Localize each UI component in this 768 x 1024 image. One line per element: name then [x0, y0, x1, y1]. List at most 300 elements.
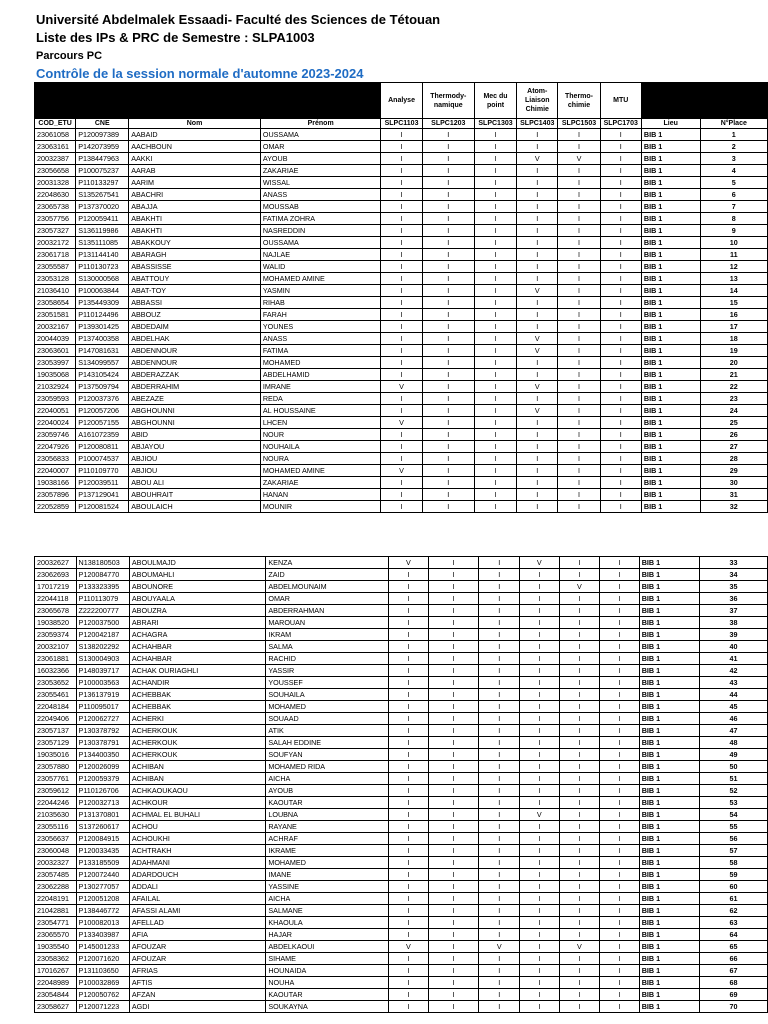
- cell-module: I: [520, 737, 560, 749]
- cell-module: I: [474, 489, 516, 501]
- cell-module: I: [558, 213, 600, 225]
- table-row: [35, 177, 768, 189]
- cell-place: 6: [700, 189, 767, 201]
- cell-module: I: [381, 441, 422, 453]
- cell-module: I: [600, 417, 641, 429]
- cell-nom: ABAKHTI: [129, 213, 261, 225]
- cell-module: I: [381, 213, 422, 225]
- cell-module: I: [474, 477, 516, 489]
- cell-cne: P142073959: [76, 141, 129, 153]
- cell-cne: P133403987: [76, 929, 129, 941]
- cell-module: I: [428, 965, 479, 977]
- table-row: [35, 821, 768, 833]
- table-row: [35, 605, 768, 617]
- cell-lieu: BIB 1: [641, 177, 700, 189]
- cell-place: 40: [699, 641, 767, 653]
- table-row: [35, 761, 768, 773]
- cell-cod-etu: 23055587: [35, 261, 76, 273]
- cell-module: I: [558, 141, 600, 153]
- cell-lieu: BIB 1: [641, 141, 700, 153]
- cell-module: I: [517, 441, 558, 453]
- cell-cne: P131370801: [76, 809, 129, 821]
- cell-module: I: [389, 749, 429, 761]
- table-row: [35, 345, 768, 357]
- cell-module: I: [517, 165, 558, 177]
- table-row: [35, 701, 768, 713]
- cell-nom: ABDERRAHIM: [129, 381, 261, 393]
- table-row: [35, 581, 768, 593]
- cell-module: I: [559, 905, 600, 917]
- cell-module: V: [517, 333, 558, 345]
- cell-module: I: [389, 797, 429, 809]
- cell-cod-etu: 20032107: [35, 641, 77, 653]
- cell-cne: P120051208: [76, 893, 129, 905]
- cell-module: I: [558, 441, 600, 453]
- cell-module: I: [600, 501, 641, 513]
- cell-place: 30: [700, 477, 767, 489]
- cell-module: V: [520, 809, 560, 821]
- cell-module: I: [520, 617, 560, 629]
- cell-nom: AFTIS: [129, 977, 265, 989]
- cell-module: I: [389, 569, 429, 581]
- cell-module: I: [428, 821, 479, 833]
- cell-module: I: [559, 833, 600, 845]
- cell-module: I: [558, 201, 600, 213]
- cell-module: I: [389, 641, 429, 653]
- cell-module: I: [428, 581, 479, 593]
- cell-place: 60: [699, 881, 767, 893]
- cell-module: I: [520, 629, 560, 641]
- cell-nom: ADAHMANI: [129, 857, 265, 869]
- cell-cne: P110095017: [76, 701, 129, 713]
- cell-module: I: [428, 665, 479, 677]
- cell-nom: ACHMAL EL BUHALI: [129, 809, 265, 821]
- cell-place: 59: [699, 869, 767, 881]
- cell-module: I: [600, 237, 641, 249]
- cell-module: I: [520, 869, 560, 881]
- cell-module: I: [520, 605, 560, 617]
- cell-module: I: [422, 501, 474, 513]
- cell-module: I: [389, 785, 429, 797]
- cell-module: I: [600, 309, 641, 321]
- cell-cod-etu: 23059612: [35, 785, 77, 797]
- cell-module: I: [474, 249, 516, 261]
- cell-prenom: FATIMA: [260, 345, 381, 357]
- cell-module: I: [479, 1001, 520, 1013]
- cell-prenom: HANAN: [260, 489, 381, 501]
- cell-module: I: [600, 465, 641, 477]
- cell-module: I: [600, 381, 641, 393]
- cell-cod-etu: 23060048: [35, 845, 77, 857]
- cell-module: I: [600, 581, 639, 593]
- cell-nom: ABOULMAJD: [129, 557, 265, 569]
- col-lieu: Lieu: [641, 119, 700, 129]
- cell-module: I: [520, 893, 560, 905]
- cell-module: I: [479, 665, 520, 677]
- cell-module: I: [600, 557, 639, 569]
- cell-place: 39: [699, 629, 767, 641]
- cell-module: I: [600, 273, 641, 285]
- header-black-block: [641, 83, 767, 119]
- cell-nom: ABOUHRAIT: [129, 489, 261, 501]
- cell-cod-etu: 23058654: [35, 297, 76, 309]
- cell-nom: AACHBOUN: [129, 141, 261, 153]
- cell-module: I: [517, 357, 558, 369]
- cell-module: I: [381, 237, 422, 249]
- cell-module: I: [600, 369, 641, 381]
- cell-module: I: [422, 177, 474, 189]
- cell-module: I: [474, 369, 516, 381]
- cell-module: I: [517, 297, 558, 309]
- table-row: [35, 333, 768, 345]
- cell-module: I: [389, 581, 429, 593]
- cell-nom: AFZAN: [129, 989, 265, 1001]
- cell-lieu: BIB 1: [639, 977, 699, 989]
- cell-cne: P120032713: [76, 797, 129, 809]
- cell-module: I: [479, 881, 520, 893]
- cell-nom: AFOUZAR: [129, 941, 265, 953]
- cell-module: I: [558, 453, 600, 465]
- table-row: [35, 141, 768, 153]
- cell-lieu: BIB 1: [639, 797, 699, 809]
- cell-module: I: [422, 165, 474, 177]
- cell-module: I: [559, 653, 600, 665]
- table-row: [35, 477, 768, 489]
- cell-place: 70: [699, 1001, 767, 1013]
- cell-module: I: [520, 917, 560, 929]
- cell-module: I: [600, 749, 639, 761]
- cell-module: I: [428, 989, 479, 1001]
- cell-module: I: [558, 237, 600, 249]
- table-row: [35, 189, 768, 201]
- cell-module: I: [600, 285, 641, 297]
- table-row: [35, 929, 768, 941]
- cell-prenom: ABDELMOUNAIM: [266, 581, 389, 593]
- cell-module: I: [600, 917, 639, 929]
- cell-module: I: [600, 261, 641, 273]
- table-row: [35, 165, 768, 177]
- cell-module: I: [558, 345, 600, 357]
- table-row: [35, 641, 768, 653]
- table-row: [35, 749, 768, 761]
- cell-module: I: [559, 989, 600, 1001]
- cell-module: I: [559, 593, 600, 605]
- cell-prenom: LHCEN: [260, 417, 381, 429]
- col-module-code: SLPC1103: [381, 119, 422, 129]
- cell-prenom: MOHAMED: [266, 857, 389, 869]
- cell-cne: P120080811: [76, 441, 129, 453]
- cell-module: I: [428, 1001, 479, 1013]
- cell-cne: P120097389: [76, 129, 129, 141]
- cell-module: I: [389, 857, 429, 869]
- cell-prenom: MOHAMED: [260, 357, 381, 369]
- module-names-row: [35, 83, 768, 119]
- cell-module: I: [520, 965, 560, 977]
- cell-cod-etu: 22048184: [35, 701, 77, 713]
- cell-cod-etu: 22049406: [35, 713, 77, 725]
- cell-nom: ABDEDAIM: [129, 321, 261, 333]
- cell-module: I: [389, 761, 429, 773]
- cell-prenom: NAJLAE: [260, 249, 381, 261]
- cell-place: 17: [700, 321, 767, 333]
- cell-module: I: [474, 141, 516, 153]
- cell-nom: ABARAGH: [129, 249, 261, 261]
- cell-prenom: YOUSSEF: [266, 677, 389, 689]
- cell-nom: ABGHOUNNI: [129, 405, 261, 417]
- table-row: [35, 809, 768, 821]
- cell-place: 12: [700, 261, 767, 273]
- cell-module: I: [517, 477, 558, 489]
- cell-module: I: [479, 893, 520, 905]
- cell-place: 41: [699, 653, 767, 665]
- parcours-label: Parcours PC: [36, 50, 103, 62]
- cell-cod-etu: 19035068: [35, 369, 76, 381]
- cell-prenom: FATIMA ZOHRA: [260, 213, 381, 225]
- table-row: [35, 153, 768, 165]
- cell-cne: P110124496: [76, 309, 129, 321]
- cell-cne: S137260617: [76, 821, 129, 833]
- table-row: [35, 393, 768, 405]
- table-row: [35, 453, 768, 465]
- cell-prenom: MAROUAN: [266, 617, 389, 629]
- cell-prenom: OMAR: [266, 593, 389, 605]
- cell-place: 29: [700, 465, 767, 477]
- table-row: [35, 1001, 768, 1013]
- cell-nom: ACHEBBAK: [129, 689, 265, 701]
- cell-module: I: [600, 1001, 639, 1013]
- cell-cod-etu: 23055116: [35, 821, 77, 833]
- cell-module: I: [520, 749, 560, 761]
- cell-module: I: [517, 225, 558, 237]
- list-title: Liste des IPs & PRC de Semestre : SLPA1003: [36, 30, 315, 45]
- cell-lieu: BIB 1: [639, 737, 699, 749]
- cell-module: I: [381, 345, 422, 357]
- cell-cod-etu: 20032172: [35, 237, 76, 249]
- cell-nom: ABOUYAALA: [129, 593, 265, 605]
- cell-module: I: [422, 213, 474, 225]
- cell-cne: P120037376: [76, 393, 129, 405]
- cell-module: I: [389, 953, 429, 965]
- cell-module: I: [389, 677, 429, 689]
- module-name: Atom-Liaison Chimie: [517, 83, 558, 119]
- cell-module: I: [381, 189, 422, 201]
- cell-cod-etu: 19035016: [35, 749, 77, 761]
- cell-module: I: [422, 285, 474, 297]
- cell-prenom: OUSSAMA: [260, 237, 381, 249]
- cell-module: I: [381, 477, 422, 489]
- cell-module: I: [381, 129, 422, 141]
- cell-module: I: [389, 629, 429, 641]
- cell-cne: P120081524: [76, 501, 129, 513]
- cell-module: I: [474, 177, 516, 189]
- cell-lieu: BIB 1: [639, 689, 699, 701]
- cell-module: I: [558, 285, 600, 297]
- cell-module: I: [474, 165, 516, 177]
- col-nom: Nom: [129, 119, 261, 129]
- cell-cod-etu: 23056658: [35, 165, 76, 177]
- cell-lieu: BIB 1: [641, 417, 700, 429]
- cell-module: I: [428, 749, 479, 761]
- cell-lieu: BIB 1: [639, 917, 699, 929]
- cell-lieu: BIB 1: [639, 773, 699, 785]
- cell-module: I: [474, 309, 516, 321]
- cell-module: I: [600, 201, 641, 213]
- cell-lieu: BIB 1: [639, 761, 699, 773]
- module-name: MTU: [600, 83, 641, 119]
- col-place: N°Place: [700, 119, 767, 129]
- cell-lieu: BIB 1: [641, 189, 700, 201]
- cell-module: I: [559, 701, 600, 713]
- table-row: [35, 381, 768, 393]
- cell-place: 56: [699, 833, 767, 845]
- cell-module: I: [389, 833, 429, 845]
- cell-module: I: [517, 273, 558, 285]
- cell-module: I: [559, 1001, 600, 1013]
- cell-module: I: [600, 453, 641, 465]
- cell-module: I: [559, 749, 600, 761]
- table-row: [35, 129, 768, 141]
- cell-place: 8: [700, 213, 767, 225]
- cell-place: 2: [700, 141, 767, 153]
- cell-cod-etu: 23065738: [35, 201, 76, 213]
- cell-nom: AFELLAD: [129, 917, 265, 929]
- cell-module: I: [381, 393, 422, 405]
- cell-place: 45: [699, 701, 767, 713]
- cell-cod-etu: 21036410: [35, 285, 76, 297]
- cell-place: 24: [700, 405, 767, 417]
- table-row: [35, 617, 768, 629]
- cell-cod-etu: 23057896: [35, 489, 76, 501]
- cell-module: I: [558, 465, 600, 477]
- col-cod-etu: COD_ETU: [35, 119, 76, 129]
- cell-cod-etu: 20044039: [35, 333, 76, 345]
- cell-lieu: BIB 1: [641, 429, 700, 441]
- cell-lieu: BIB 1: [641, 321, 700, 333]
- cell-lieu: BIB 1: [639, 581, 699, 593]
- cell-prenom: IKRAME: [266, 845, 389, 857]
- cell-place: 16: [700, 309, 767, 321]
- cell-module: I: [600, 857, 639, 869]
- cell-module: I: [520, 977, 560, 989]
- cell-module: I: [559, 869, 600, 881]
- cell-module: I: [428, 569, 479, 581]
- cell-module: I: [428, 905, 479, 917]
- cell-module: I: [479, 953, 520, 965]
- cell-nom: ABDERAZZAK: [129, 369, 261, 381]
- table-row: [35, 917, 768, 929]
- cell-place: 21: [700, 369, 767, 381]
- table-row: [35, 653, 768, 665]
- cell-module: I: [600, 833, 639, 845]
- cell-place: 15: [700, 297, 767, 309]
- cell-place: 48: [699, 737, 767, 749]
- cell-nom: ABACHRI: [129, 189, 261, 201]
- cell-cod-etu: 22040024: [35, 417, 76, 429]
- cell-module: I: [600, 489, 641, 501]
- cell-module: I: [479, 593, 520, 605]
- cell-lieu: BIB 1: [641, 249, 700, 261]
- cell-lieu: BIB 1: [641, 201, 700, 213]
- cell-module: I: [600, 297, 641, 309]
- cell-module: I: [559, 917, 600, 929]
- table-row: [35, 869, 768, 881]
- cell-nom: ACHERKOUK: [129, 749, 265, 761]
- cell-module: I: [389, 881, 429, 893]
- column-headers-row: [35, 119, 768, 129]
- table-row: [35, 237, 768, 249]
- cell-module: I: [600, 153, 641, 165]
- table-row: [35, 629, 768, 641]
- cell-module: I: [517, 237, 558, 249]
- cell-cod-etu: 17016267: [35, 965, 77, 977]
- cell-module: I: [520, 713, 560, 725]
- table-row: [35, 273, 768, 285]
- cell-place: 3: [700, 153, 767, 165]
- cell-module: I: [389, 653, 429, 665]
- cell-module: I: [600, 629, 639, 641]
- cell-nom: ABAKKOUY: [129, 237, 261, 249]
- cell-module: V: [559, 581, 600, 593]
- table-row: [35, 501, 768, 513]
- cell-module: I: [479, 701, 520, 713]
- cell-nom: ACHTRAKH: [129, 845, 265, 857]
- cell-module: I: [422, 273, 474, 285]
- cell-module: I: [558, 225, 600, 237]
- cell-module: I: [428, 893, 479, 905]
- cell-nom: ACHIBAN: [129, 773, 265, 785]
- cell-module: I: [422, 189, 474, 201]
- cell-module: I: [559, 881, 600, 893]
- cell-module: I: [381, 261, 422, 273]
- cell-module: I: [381, 225, 422, 237]
- cell-module: I: [600, 737, 639, 749]
- cell-module: V: [517, 285, 558, 297]
- table-row: [35, 201, 768, 213]
- cell-module: I: [600, 725, 639, 737]
- cell-module: I: [600, 941, 639, 953]
- cell-module: I: [428, 641, 479, 653]
- cell-cne: P100063844: [76, 285, 129, 297]
- cell-lieu: BIB 1: [641, 129, 700, 141]
- cell-nom: ACHAHBAR: [129, 641, 265, 653]
- cell-module: I: [558, 129, 600, 141]
- table-row: [35, 689, 768, 701]
- cell-module: I: [559, 761, 600, 773]
- cell-module: I: [558, 261, 600, 273]
- cell-place: 67: [699, 965, 767, 977]
- table-row: [35, 557, 768, 569]
- col-module-code: SLPC1203: [422, 119, 474, 129]
- cell-module: I: [381, 153, 422, 165]
- cell-module: I: [474, 213, 516, 225]
- cell-nom: AFIA: [129, 929, 265, 941]
- cell-module: I: [559, 713, 600, 725]
- cell-place: 49: [699, 749, 767, 761]
- cell-lieu: BIB 1: [639, 893, 699, 905]
- cell-module: I: [479, 965, 520, 977]
- cell-lieu: BIB 1: [639, 881, 699, 893]
- cell-module: I: [381, 273, 422, 285]
- cell-module: I: [517, 261, 558, 273]
- cell-lieu: BIB 1: [639, 869, 699, 881]
- cell-module: I: [422, 225, 474, 237]
- cell-module: I: [474, 273, 516, 285]
- cell-module: I: [559, 569, 600, 581]
- cell-module: I: [559, 737, 600, 749]
- cell-cne: P120071223: [76, 1001, 129, 1013]
- cell-lieu: BIB 1: [639, 809, 699, 821]
- cell-module: I: [479, 989, 520, 1001]
